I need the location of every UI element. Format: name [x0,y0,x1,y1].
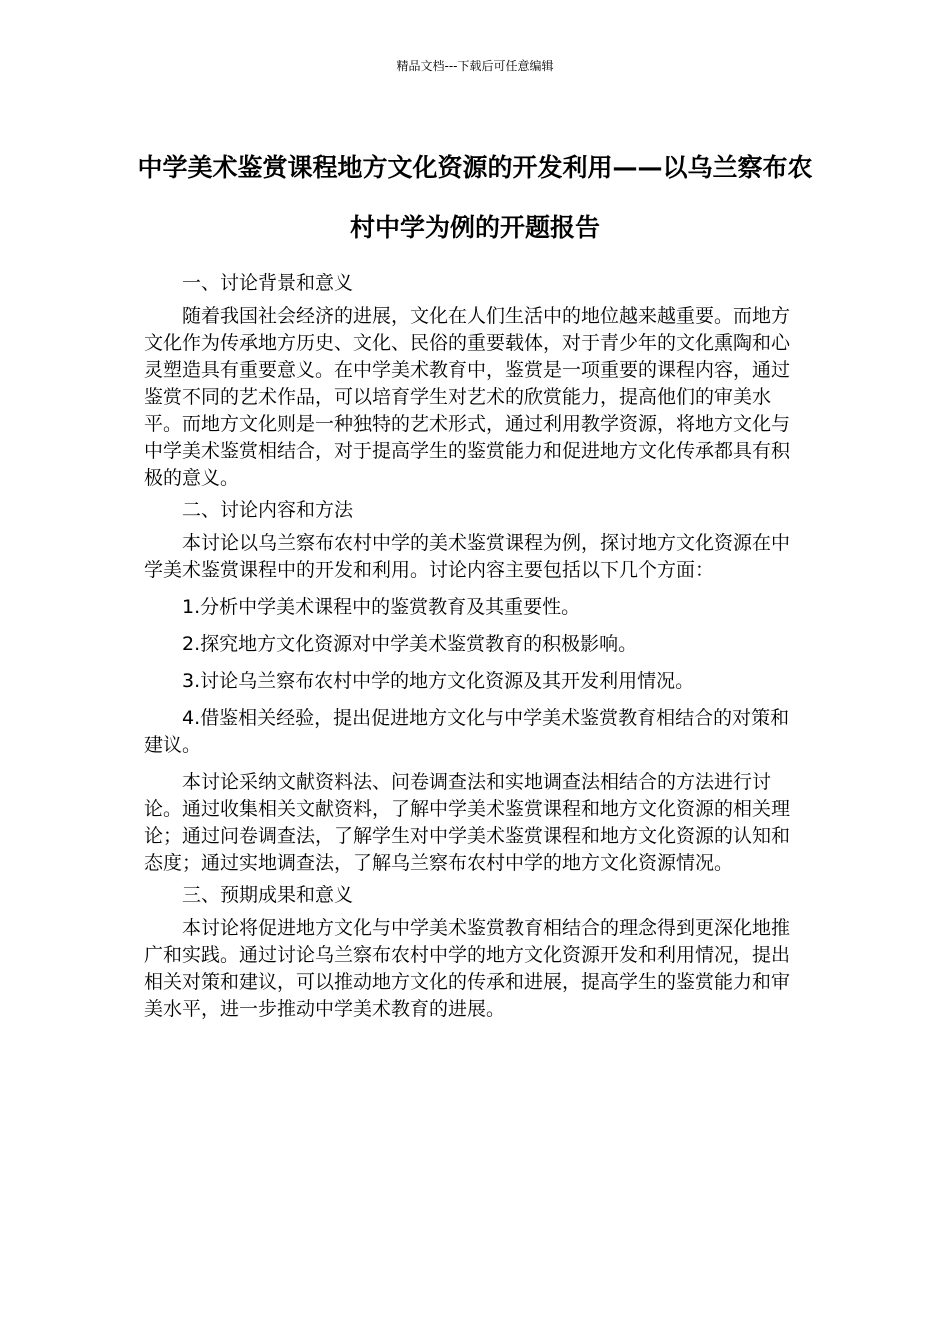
section-heading-content-method: 二、讨论内容和方法 [182,499,354,521]
paragraph-method: 本讨论采纳文献资料法、问卷调查法和实地调查法相结合的方法进行讨论。通过收集相关文献资料，了解中学美术鉴赏课程和地方文化资源的相关理论；通过问卷调查法，了解学生对中学美术鉴赏课程和地方文化资源的认知和态度；通过实地调查法，了解乌兰察布农村中学的地方文化资源情况。 [144,771,791,874]
page-header-note: 精品文档---下载后可任意编辑 [396,59,554,73]
paragraph-content-intro: 本讨论以乌兰察布农村中学的美术鉴赏课程为例，探讨地方文化资源在中学美术鉴赏课程中的开发和利用。讨论内容主要包括以下几个方面： [144,532,791,581]
list-item-1: 1.分析中学美术课程中的鉴赏教育及其重要性。 [182,596,581,618]
paragraph-background: 随着我国社会经济的进展，文化在人们生活中的地位越来越重要。而地方文化作为传承地方历史、文化、民俗的重要载体，对于青少年的文化熏陶和心灵塑造具有重要意义。在中学美术教育中，鉴赏是一项重要的课程内容，通过鉴赏不同的艺术作品，可以培育学生对艺术的欣赏能力，提高他们的审美水平。而地方文化则是一种独特的艺术形式，通过利用教学资源，将地方文化与中学美术鉴赏相结合，对于提高学生的鉴赏能力和促进地方文化传承都具有积极的意义。 [144,305,791,489]
list-item-3: 3.讨论乌兰察布农村中学的地方文化资源及其开发利用情况。 [182,670,695,692]
section-heading-background: 一、讨论背景和意义 [182,272,354,294]
document-body [144,270,792,1028]
paragraph-expected-results: 本讨论将促进地方文化与中学美术鉴赏教育相结合的理念得到更深化地推广和实践。通过讨论乌兰察布农村中学的地方文化资源开发和利用情况，提出相关对策和建议，可以推动地方文化的传承和进展，提高学生的鉴赏能力和审美水平，进一步推动中学美术教育的进展。 [144,917,791,1020]
list-item-4: 4.借鉴相关经验，提出促进地方文化与中学美术鉴赏教育相结合的对策和建议。 [144,707,790,756]
list-item-2: 2.探究地方文化资源对中学美术鉴赏教育的积极影响。 [182,633,638,655]
section-heading-expected-results: 三、预期成果和意义 [182,884,354,906]
document-title: 中学美术鉴赏课程地方文化资源的开发利用——以乌兰察布农村中学为例的开题报告 [137,153,813,242]
